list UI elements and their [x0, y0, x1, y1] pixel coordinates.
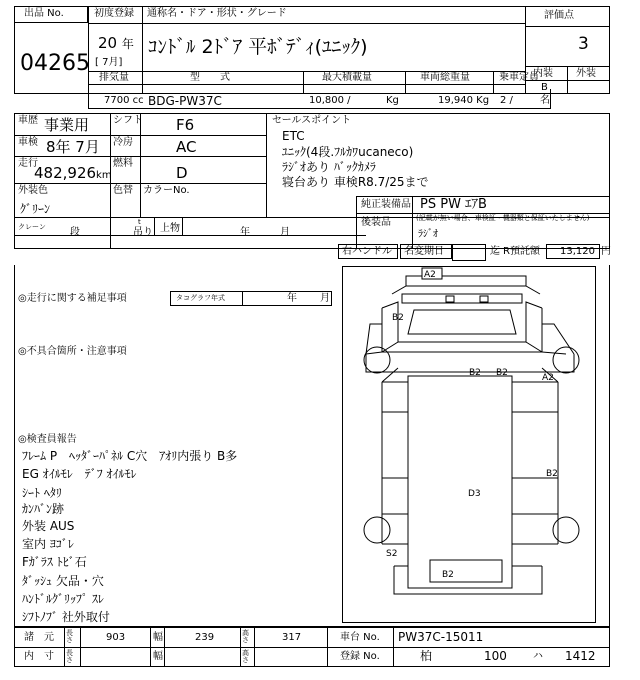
inspector-line-1: ﾌﾚｰﾑ P ﾍｯﾀﾞｰﾊﾟﾈﾙ C穴 ｱｵﾘ内張り B多: [22, 449, 238, 463]
mark-b2-cab-mid: B2: [469, 368, 481, 378]
aftermarket-note: (記載が無い場合、車検証・機器類と保証いたしません): [416, 214, 590, 222]
driving-label: ◎走行に関する補足事項: [18, 293, 127, 304]
defect-label: ◎不具合箇所・注意事項: [18, 346, 127, 357]
crane-stage: 段: [70, 227, 80, 238]
shift-label: シフト: [113, 115, 143, 126]
value-row-frame: [88, 89, 551, 109]
inspection-value: 8年 7月: [46, 138, 100, 156]
lot-label: 出品 No.: [24, 8, 64, 19]
ext-color-label: 外装色: [18, 185, 48, 196]
mark-a2-right: A2: [542, 373, 554, 383]
tachograph-month: 月: [320, 293, 330, 304]
model-label: 通称名・ドア・形状・グレード: [147, 8, 287, 19]
dims-label: 諸 元: [24, 632, 54, 643]
exterior-label: 外装: [576, 68, 596, 79]
deck-year: 年: [240, 227, 250, 238]
inspector-line-10: ｼﾌﾄﾉﾌﾞ 社外取付: [22, 610, 110, 624]
deck-label: 上物: [160, 223, 180, 234]
width-label: 幅: [153, 632, 163, 643]
length-value: 903: [106, 632, 126, 643]
sales-line-1: ETC: [282, 129, 305, 143]
sales-label: セールスポイント: [272, 115, 352, 126]
inspector-label: ◎検査員報告: [18, 434, 77, 445]
score-value: 3: [578, 34, 589, 54]
deck-month: 月: [280, 227, 290, 238]
ac-value: AC: [176, 138, 197, 156]
capacity-unit: 名: [540, 95, 550, 106]
inspection-label: 車検: [18, 137, 38, 148]
mileage-value: 482,926km: [34, 164, 112, 182]
interior-grade: B: [541, 82, 548, 93]
reg-area: 柏: [420, 649, 433, 663]
length-label: 長さ: [66, 629, 73, 644]
recycle-label: R預託額: [503, 246, 540, 257]
name-change-value-box[interactable]: [452, 244, 486, 261]
crane-label: クレーン: [18, 223, 46, 231]
shift-value: F6: [176, 116, 195, 134]
first-reg-label: 初度登録: [94, 8, 134, 19]
mark-b2-cab-right: B2: [496, 368, 508, 378]
aftermarket-value: ﾗｼﾞｵ: [418, 229, 438, 240]
genuine-label: 純正装備品: [361, 199, 411, 210]
inspector-line-2: EG ｵｲﾙﾓﾚ ﾃﾞﾌ ｵｲﾙﾓﾚ: [22, 467, 137, 481]
reg-kana: ハ: [533, 651, 543, 662]
truck-diagram: [342, 264, 610, 626]
mark-b2-bumper: B2: [442, 570, 454, 580]
tachograph-year: 年: [287, 293, 297, 304]
inspector-line-4: ｶﾝﾊﾞﾝ跡: [22, 502, 65, 516]
history-label: 車歴: [18, 115, 38, 126]
inner-label: 内 寸: [24, 651, 54, 662]
check-mark: 迄: [490, 246, 500, 257]
load-unit: Kg: [386, 95, 399, 106]
reg-year: 20 年: [98, 34, 134, 52]
ac-label: 冷房: [113, 137, 133, 148]
height-label: 高さ: [242, 629, 249, 644]
steering-side: 右ハンドル: [342, 246, 392, 257]
mark-d3-bed: D3: [468, 489, 481, 499]
reg-month: [ 7月]: [95, 57, 123, 68]
inspector-line-5: 外装 AUS: [22, 519, 75, 533]
recycle-unit: 円: [601, 246, 611, 257]
inspector-line-7: Fｶﾞﾗｽ ﾄﾋﾞ石: [22, 555, 87, 569]
reg-class: 100: [484, 649, 507, 663]
history-value: 事業用: [44, 116, 90, 134]
crane-ton: t: [138, 218, 141, 226]
reg-number: 1412: [565, 649, 596, 663]
interior-label: 内装: [533, 68, 553, 79]
inspector-line-8: ﾀﾞｯｼｭ 欠品・穴: [22, 574, 104, 588]
model-name: ｺﾝﾄﾞﾙ 2ﾄﾞｱ 平ﾎﾞﾃﾞｨ(ﾕﾆｯｸ): [148, 36, 368, 58]
sales-line-4: 寝台あり 車検R8.7/25まで: [282, 175, 429, 189]
width-label-inner: 幅: [153, 651, 163, 662]
chassis-label: 車台 No.: [340, 632, 380, 643]
displacement-label: 排気量: [99, 72, 129, 83]
chassis-value: PW37C-15011: [398, 630, 484, 644]
mark-b2-side-right: B2: [546, 469, 558, 479]
name-change-label: 名変期日: [404, 246, 444, 257]
inspector-line-6: 室内 ﾖｺﾞﾚ: [22, 537, 74, 551]
mileage-label: 走行: [18, 158, 38, 169]
ext-color-value: ｸﾞﾘｰﾝ: [20, 202, 51, 216]
displacement-value: 7700 cc: [104, 95, 144, 106]
color-change-label: 色替: [113, 185, 133, 196]
sales-line-2: ﾕﾆｯｸ(4段.ﾌﾙｶﾜucaneco): [282, 145, 414, 159]
fuel-label: 燃料: [113, 158, 133, 169]
height-label-inner: 高さ: [242, 649, 249, 664]
sales-line-3: ﾗｼﾞｵあり ﾊﾞｯｸｶﾒﾗ: [282, 160, 376, 174]
load-label: 最大積載量: [322, 72, 372, 83]
mark-s2-rear: S2: [386, 549, 398, 559]
aftermarket-label: 後装品: [361, 217, 391, 228]
lot-number: 04265: [20, 51, 90, 76]
mark-b2-cab-left: B2: [392, 313, 404, 323]
genuine-value: PS PW ｴｱB: [420, 197, 487, 212]
score-label: 評価点: [544, 10, 574, 21]
tachograph-label: タコグラフ年式: [176, 294, 225, 302]
crane-hang: 吊り: [133, 227, 153, 238]
height-value: 317: [282, 632, 302, 643]
gross-value: 19,940 Kg: [438, 95, 490, 106]
type-label: 型 式: [190, 72, 230, 83]
capacity-label: 乗車定員: [499, 72, 539, 83]
fuel-value: D: [176, 164, 188, 182]
capacity-value: 2 /: [500, 95, 513, 106]
mark-a2-top: A2: [424, 270, 436, 280]
inspector-line-9: ﾊﾝﾄﾞﾙｸﾞﾘｯﾌﾟ ｽﾚ: [22, 592, 104, 606]
reg-label: 登録 No.: [340, 651, 380, 662]
model-code: BDG-PW37C: [148, 94, 222, 108]
inspector-line-3: ｼｰﾄ ﾍﾀﾘ: [22, 486, 62, 500]
recycle-value: 13,120: [560, 246, 595, 257]
length-label-inner: 長さ: [66, 649, 73, 664]
color-no-label: カラーNo.: [143, 185, 190, 196]
load-value: 10,800 /: [309, 95, 351, 106]
width-value: 239: [195, 632, 215, 643]
gross-label: 車両総重量: [420, 72, 470, 83]
